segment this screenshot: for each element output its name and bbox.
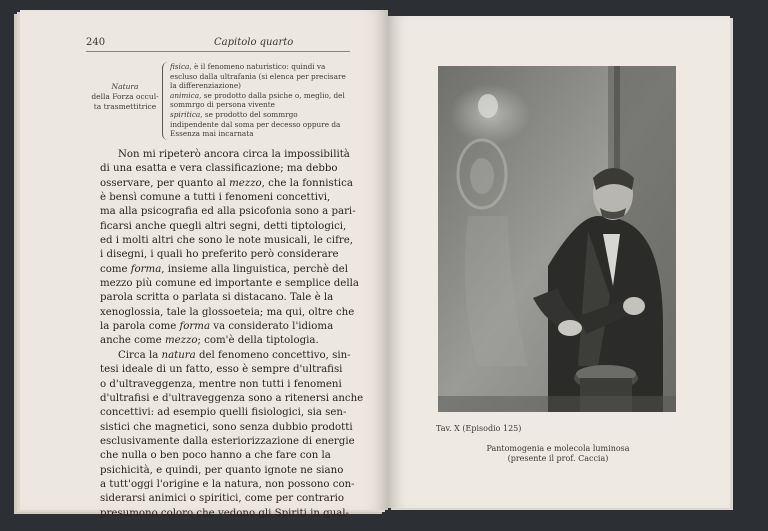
- text-line: concettivi: ad esempio quelli fisiologici, sia sen-: [100, 407, 347, 419]
- curly-brace: [162, 62, 169, 140]
- caption-line: Pantomogenia e molecola luminosa: [486, 444, 630, 453]
- caption-line: (presente il prof. Caccia): [507, 454, 609, 463]
- text-line: siderarsi animici o spiritici, come per contrario: [100, 493, 345, 505]
- classification-item: [170, 110, 348, 139]
- text-line: ma alla psicografia ed alla psicofonia sono a pari-: [100, 206, 356, 218]
- classification-label: [90, 82, 160, 112]
- text-line: come forma, insieme alla linguistica, perchè del: [100, 263, 348, 275]
- classification-item: [170, 62, 348, 91]
- running-header: [86, 37, 350, 52]
- text-line: tesi ideale di un fatto, esso è sempre d'ultrafisi: [100, 364, 343, 376]
- text-line: ed i molti altri che sono le note musicali, le cifre,: [100, 235, 354, 247]
- text-line: mezzo più comune ed importante e semplice della: [100, 278, 359, 290]
- text-line: Non mi ripeterò ancora circa la impossibilità: [118, 149, 350, 160]
- text-line: a tutt'oggi l'origine e la natura, non possono con-: [100, 478, 355, 490]
- text-line: parola scritta o parlata si distacano. Tale è la: [100, 292, 334, 304]
- classification-term: fisica,: [170, 62, 192, 71]
- text-line: i disegni, i quali ho preferito però considerare: [100, 249, 339, 261]
- page-number: 240: [86, 37, 106, 48]
- classification-label-line: della Forza occul-: [91, 92, 159, 101]
- chapter-title: Capitolo quarto: [214, 37, 294, 48]
- classification-text: è il fenomeno naturistico: quindi va escluso dalla ultrafania (si elenca per precisare la differenziazione): [170, 62, 346, 91]
- classification-label-line: ta trasmettitrice: [93, 102, 157, 111]
- text-line: presumono coloro che vedono gli Spiriti in qual-: [100, 507, 349, 519]
- text-line: ficarsi anche quegli altri segni, detti tiptologici,: [100, 220, 347, 232]
- text-line: psichicità, e quindi, per quanto ignote ne siano: [100, 464, 344, 476]
- body-text: [100, 148, 364, 521]
- text-line: d'ultrafisi e d'ultraveggenza sono a ritenersi anche: [100, 392, 364, 404]
- text-line: che nulla o ben poco hanno a che fare con la: [100, 450, 331, 462]
- plate-label: Tav. X (Episodio 125): [436, 424, 522, 433]
- seated-man-photograph: [438, 66, 676, 412]
- text-line: o d'ultraveggenza, mentre non tutti i fenomeni: [100, 378, 342, 390]
- text-line: esclusivamente dalla esteriorizzazione di energie: [100, 435, 355, 447]
- classification-term: spiritica,: [170, 109, 203, 119]
- text-line: è bensì comune a tutti i fenomeni concettivi,: [100, 192, 331, 204]
- classification-text: se prodotto dalla psiche o, meglio, del sommrgo di persona vivente: [170, 90, 345, 110]
- plate-caption: [436, 444, 680, 464]
- classification-heading: Natura: [111, 82, 139, 91]
- classification-item: [170, 91, 348, 110]
- text-line: sistici che magnetici, sono senza dubbio prodotti: [100, 421, 353, 433]
- classification-items: [170, 62, 348, 139]
- classification-term: animica,: [170, 90, 202, 100]
- text-line: di una esatta e vera classificazione; ma debbo: [100, 163, 338, 175]
- classification-text: se prodotto del sommrgo indipendente dal soma per decesso oppure da Essenza mai incarnata: [170, 109, 341, 139]
- text-line: Circa la natura del fenomeno concettivo, sin-: [118, 349, 351, 361]
- text-line: la parola come forma va considerato l'idioma: [100, 321, 334, 333]
- text-line: osservare, per quanto al mezzo, che la fonnistica: [100, 177, 353, 189]
- text-line: anche come mezzo; com'è della tiptologia.: [100, 335, 319, 347]
- text-line: xenoglossia, tale la glossoeteia; ma qui, oltre che: [100, 306, 355, 318]
- photograph-plate: [438, 66, 676, 412]
